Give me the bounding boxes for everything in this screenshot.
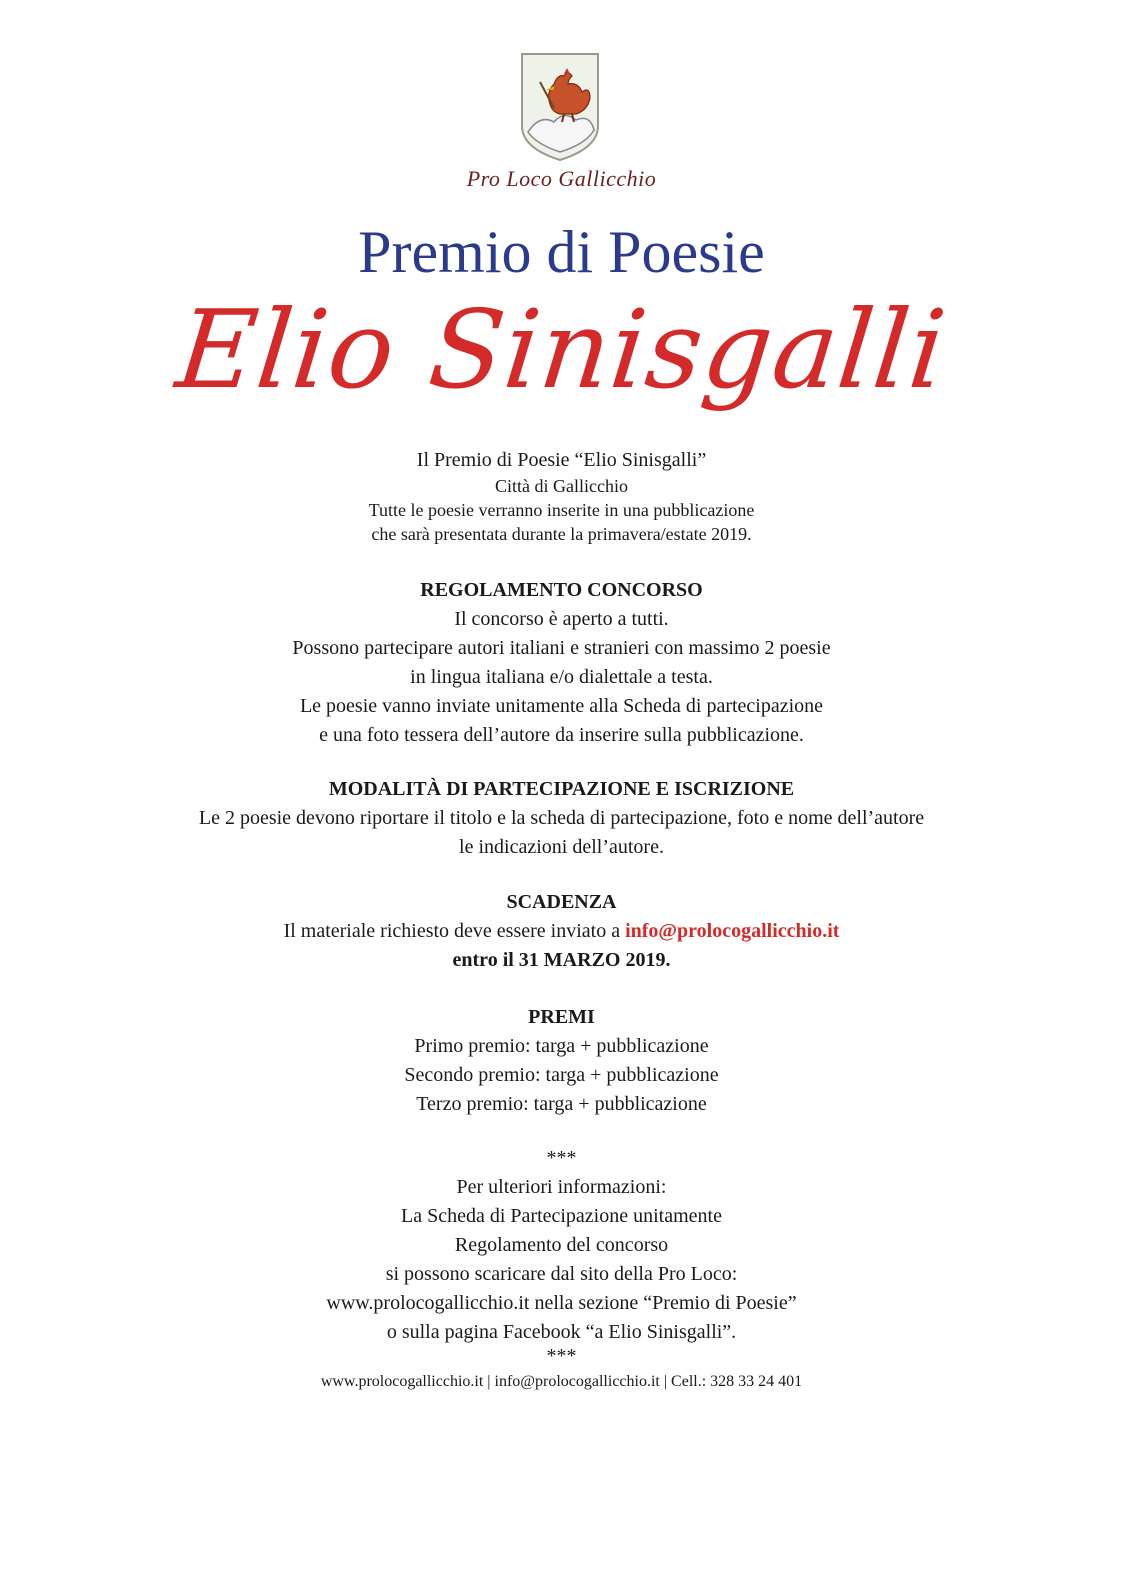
body-line: e una foto tessera dell’autore da inserire sulla pubblicazione.	[319, 724, 804, 746]
body-line: Il concorso è aperto a tutti.	[454, 608, 669, 630]
prize-line: Secondo premio: targa + pubblicazione	[404, 1064, 719, 1086]
info-line: o sulla pagina Facebook “a Elio Sinisgalli”.	[386, 1321, 737, 1343]
separator: ***	[546, 1345, 577, 1367]
intro-line: Il Premio di Poesie “Elio Sinisgalli”	[416, 449, 707, 471]
intro-line: Tutte le poesie verranno inserite in una pubblicazione	[368, 500, 755, 520]
body-line: Le poesie vanno inviate unitamente alla Scheda di partecipazione	[299, 695, 824, 717]
section-heading: PREMI	[528, 1006, 595, 1028]
info-line: Per ulteriori informazioni:	[456, 1176, 667, 1198]
section-heading: REGOLAMENTO CONCORSO	[420, 579, 703, 601]
page-title: Premio di Poesie	[358, 219, 765, 285]
section-heading: MODALITÀ DI PARTECIPAZIONE E ISCRIZIONE	[328, 778, 795, 800]
info-line: Regolamento del concorso	[454, 1234, 669, 1256]
modalita-section	[0, 775, 1123, 862]
regolamento-section	[0, 576, 1123, 750]
body-line: Possono partecipare autori italiani e stranieri con massimo 2 poesie	[292, 637, 831, 659]
separator: ***	[546, 1147, 577, 1169]
section-heading: SCADENZA	[506, 891, 617, 913]
prize-line: Terzo premio: targa + pubblicazione	[416, 1093, 707, 1115]
organization-name: Pro Loco Gallicchio	[466, 166, 657, 191]
email-link[interactable]: info@prolocogallicchio.it	[625, 920, 840, 942]
honoree-name: Elio Sinisgalli	[171, 288, 952, 413]
scadenza-section	[0, 888, 1123, 975]
info-section	[0, 1144, 1123, 1365]
body-line: in lingua italiana e/o dialettale a testa.	[410, 666, 713, 688]
info-line: si possono scaricare dal sito della Pro Loco:	[385, 1263, 738, 1285]
coat-of-arms-rooster-icon	[520, 52, 600, 164]
body-line: le indicazioni dell’autore.	[459, 836, 664, 858]
intro-line: che sarà presentata durante la primavera/estate 2019.	[371, 524, 752, 544]
footer-contacts: www.prolocogallicchio.it | info@prolocogallicchio.it | Cell.: 328 33 24 401	[320, 1373, 803, 1390]
info-line: www.prolocogallicchio.it nella sezione “Premio di Poesie”	[326, 1292, 797, 1314]
body-line: Le 2 poesie devono riportare il titolo e la scheda di partecipazione, foto e nome dell’autore	[198, 807, 925, 829]
submission-line	[0, 917, 1123, 946]
prize-line: Primo premio: targa + pubblicazione	[414, 1035, 709, 1057]
intro-line: Città di Gallicchio	[495, 476, 628, 496]
info-line: La Scheda di Partecipazione unitamente	[401, 1205, 722, 1227]
premi-section	[0, 1003, 1123, 1119]
deadline-text: entro il 31 MARZO 2019.	[452, 949, 671, 971]
submission-text: Il materiale richiesto deve essere inviato a	[283, 920, 626, 942]
intro-section	[0, 446, 1123, 546]
